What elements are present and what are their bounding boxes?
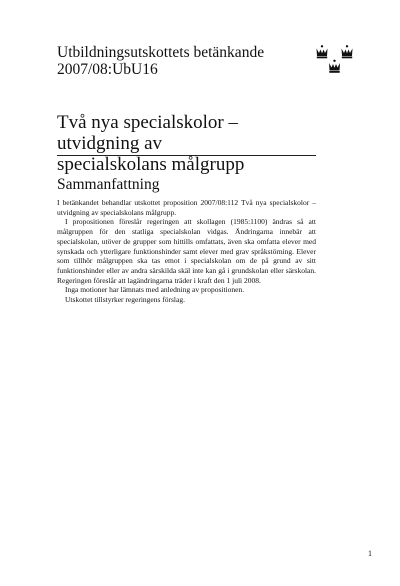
- report-header: [57, 44, 264, 78]
- summary-paragraph: Utskottet tillstyrker regeringens förslag.: [65, 295, 185, 305]
- summary-body: [57, 198, 316, 305]
- page-number: 1: [368, 549, 372, 558]
- summary-paragraph: I propositionen föreslår regeringen att skollagen (1985:1100) ändras så att målgruppen för den statliga specialskolan vidgas. Ändringarna innebär att specialskolan, utöver de grupper som hittills omfattats, även ska omfatta elever med synskada och ytterligare funktionshinder samt elever med grav språkstörning. Elever som tillhör målgruppen ska tas emot i specialskolan om de på grund av sitt funktionshinder eller av andra särskilda skäl inte kan gå i grundskolan eller särskolan. Regeringen föreslår att lagändringarna träder i kraft den 1 juli 2008.: [57, 217, 316, 285]
- summary-paragraph: I betänkandet behandlar utskottet proposition 2007/08:112 Två nya specialskolor – utvidgning av specialskolans målgrupp.: [57, 198, 316, 217]
- title-line-1: Två nya specialskolor – utvidgning av: [57, 112, 238, 154]
- three-crowns-logo: [314, 44, 358, 74]
- summary-paragraph: Inga motioner har lämnats med anledning av propositionen.: [65, 285, 245, 295]
- summary-heading: Sammanfattning: [57, 176, 160, 193]
- document-title: [57, 112, 322, 175]
- title-line-2: specialskolans målgrupp: [57, 154, 245, 175]
- report-number: 2007/08:UbU16: [57, 61, 158, 78]
- committee-name: Utbildningsutskottets betänkande: [57, 44, 265, 61]
- title-divider: [57, 155, 316, 156]
